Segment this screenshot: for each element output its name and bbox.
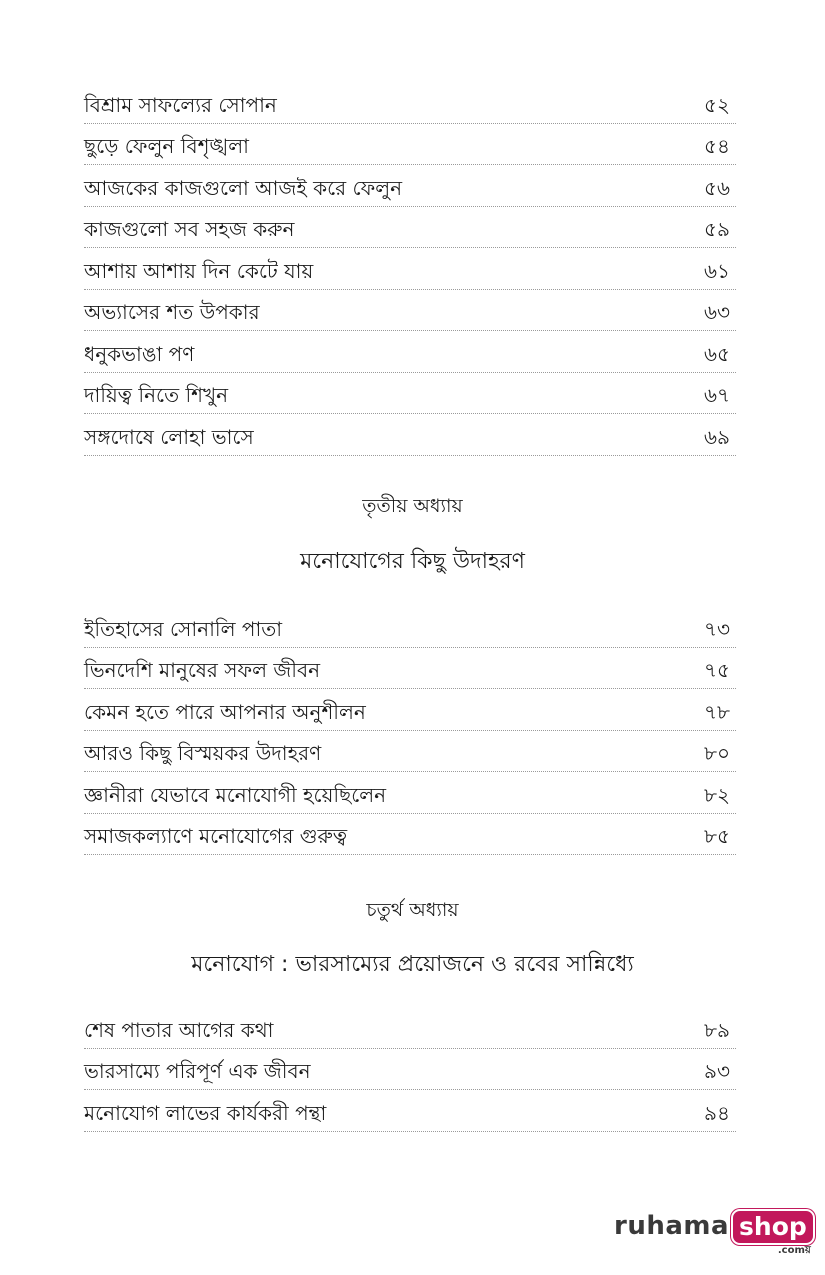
toc-entry-page: ৫৬ xyxy=(704,175,730,200)
toc-entry xyxy=(84,248,736,290)
toc-entry-title: ভিনদেশি মানুষের সফল জীবন xyxy=(84,658,321,682)
toc-entry-title: বিশ্রাম সাফল্যের সোপান xyxy=(84,92,277,117)
toc-entry-page: ৫২ xyxy=(704,92,730,117)
toc-entry-page: ৯৩ xyxy=(704,1059,730,1083)
toc-entry-page: ৮৫ xyxy=(704,824,730,848)
toc-entry-title: ইতিহাসের সোনালি পাতা xyxy=(84,616,283,641)
toc-entry xyxy=(84,165,736,207)
toc-entry-page: ৬১ xyxy=(704,258,730,283)
toc-entry-page: ৮০ xyxy=(704,741,730,765)
toc-entry-page: ৫৯ xyxy=(704,217,730,241)
toc-entry-page: ৬৭ xyxy=(703,383,730,407)
toc-entry-title: দায়িত্ব নিতে শিখুন xyxy=(84,383,229,407)
toc-entry-page: ৯৪ xyxy=(704,1100,730,1125)
toc-entry-title: আজকের কাজগুলো আজই করে ফেলুন xyxy=(84,175,403,200)
toc-entry-title: কেমন হতে পারে আপনার অনুশীলন xyxy=(84,699,366,724)
logo-text-shop: shop xyxy=(739,1212,807,1241)
toc-entry-title: সমাজকল্যাণে মনোযোগের গুরুত্ব xyxy=(84,824,348,848)
toc-entry-page: ৭৩ xyxy=(703,616,730,641)
toc-entry-title: সঙ্গদোষে লোহা ভাসে xyxy=(84,424,254,449)
toc-entry xyxy=(84,290,736,332)
toc-section-chapter-3 xyxy=(84,606,736,855)
toc-entry-title: অভ্যাসের শত উপকার xyxy=(84,300,260,324)
toc-entry-title: কাজগুলো সব সহজ করুন xyxy=(84,217,295,241)
toc-entry-page: ৭৮ xyxy=(704,699,730,724)
toc-entry xyxy=(84,373,736,415)
toc-entry-page: ৭৫ xyxy=(704,658,730,682)
toc-entry xyxy=(84,648,736,690)
toc-entry-page: ৮২ xyxy=(704,782,730,807)
toc-entry xyxy=(84,814,736,856)
toc-entry xyxy=(84,1049,736,1091)
toc-entry-title: মনোযোগ লাভের কার্যকরী পন্থা xyxy=(84,1100,327,1125)
toc-entry xyxy=(84,606,736,648)
toc-entry-title: ভারসাম্যে পরিপূর্ণ এক জীবন xyxy=(84,1059,311,1083)
toc-entry xyxy=(84,689,736,731)
logo-text-domain: .comয় xyxy=(777,1245,811,1256)
logo-box-shop xyxy=(731,1209,815,1256)
toc-entry-page: ৬৫ xyxy=(704,341,730,366)
toc-entry xyxy=(84,414,736,456)
chapter-4-title: মনোযোগ : ভারসাম্যের প্রয়োজনে ও রবের সান্নিধ্যে xyxy=(191,952,634,977)
toc-entry xyxy=(84,731,736,773)
toc-entry-title: আশায় আশায় দিন কেটে যায় xyxy=(84,258,314,283)
toc-entry-title: ছুড়ে ফেলুন বিশৃঙ্খলা xyxy=(84,134,249,158)
toc-entry-title: শেষ পাতার আগের কথা xyxy=(84,1017,274,1042)
toc-entry xyxy=(84,331,736,373)
toc-entry xyxy=(84,1007,736,1049)
ruhamashop-logo xyxy=(614,1209,815,1259)
toc-entry-page: ৬৯ xyxy=(704,424,730,449)
toc-entry xyxy=(84,124,736,166)
toc-entry xyxy=(84,1090,736,1132)
toc-entry-page: ৮৯ xyxy=(704,1017,730,1042)
chapter-3-title: মনোযোগের কিছু উদাহরণ xyxy=(300,549,525,574)
toc-entry-page: ৬৩ xyxy=(703,300,730,324)
logo-text-ruhama: ruhama xyxy=(614,1211,730,1241)
chapter-3-label: তৃতীয় অধ্যায় xyxy=(362,495,463,517)
toc-entry xyxy=(84,82,736,124)
toc-entry-title: আরও কিছু বিস্ময়কর উদাহরণ xyxy=(84,741,322,765)
toc-section-1 xyxy=(84,82,736,456)
toc-entry xyxy=(84,207,736,249)
toc-section-chapter-4 xyxy=(84,1007,736,1132)
toc-entry xyxy=(84,772,736,814)
toc-entry-title: ধনুকভাঙা পণ xyxy=(84,341,195,366)
toc-entry-page: ৫৪ xyxy=(704,134,730,158)
chapter-4-label: চতুর্থ অধ্যায় xyxy=(366,899,459,921)
toc-entry-title: জ্ঞানীরা যেভাবে মনোযোগী হয়েছিলেন xyxy=(84,782,387,807)
